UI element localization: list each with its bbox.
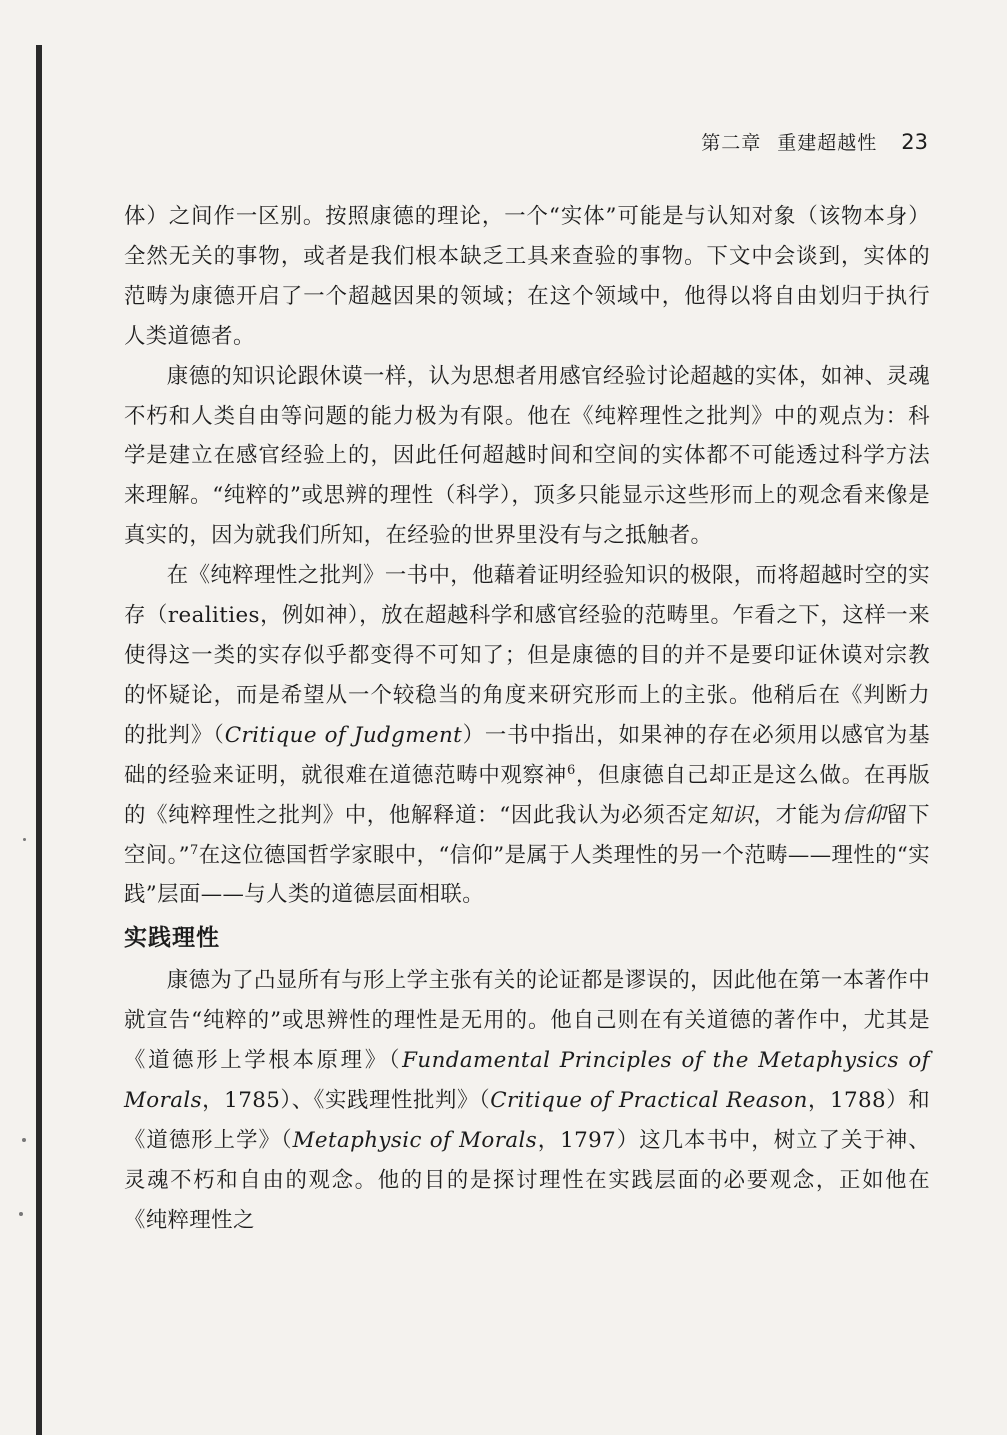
paragraphs-before [124, 197, 930, 915]
body-text [124, 197, 930, 1241]
emphasis-text: 知识 [709, 802, 754, 828]
footnote-marker: 6 [566, 762, 576, 778]
paragraph [124, 556, 930, 915]
book-spine-shadow [36, 45, 42, 1435]
text-run: ，才能为 [753, 802, 842, 828]
text-run: 体）之间作一区别。按照康德的理论，一个“实体”可能是与认知对象（该物本身）全然无关的事物，或者是我们根本缺乏工具来查验的事物。下文中会谈到，实体的范畴为康德开启了一个超越因果的领域；在这个领域中，他得以将自由划归于执行人类道德者。 [124, 204, 930, 349]
running-header [560, 128, 928, 155]
paragraph [124, 197, 930, 357]
emphasis-text: Critique of Practical Reason [490, 1088, 808, 1114]
text-run: 康德为了凸显所有与形上学主张有关的论证都是谬误的，因此他在第一本著作中就宣告“纯粹的”或思辨性的理性是无用的。他自己则在有关道德的著作中，尤其是《道德形上学根本原理》（ [124, 968, 930, 1074]
text-run: ，1797）这几本书中，树立了关于神、灵魂不朽和自由的观念。他的目的是探讨理性在实践层面的必要观念，正如他在《纯粹理性之 [124, 1127, 930, 1233]
text-run: 留下空间。” [124, 802, 930, 868]
text-run: 康德的知识论跟休谟一样，认为思想者用感官经验讨论超越的实体，如神、灵魂不朽和人类自由等问题的能力极为有限。他在《纯粹理性之批判》中的观点为：科学是建立在感官经验上的，因此任何超越时间和空间的实体都不可能透过科学方法来理解。“纯粹的”或思辨的理性（科学），顶多只能显示这些形而上的观念看来像是真实的，因为就我们所知，在经验的世界里没有与之抵触者。 [124, 363, 930, 549]
text-run: 在《纯粹理性之批判》一书中，他藉着证明经验知识的极限，而将超越时空的实存（realities，例如神），放在超越科学和感官经验的范畴里。乍看之下，这样一来使得这一类的实存似乎都变得不可知了；但是康德的目的并不是要印证休谟对宗教的怀疑论，而是希望从一个较稳当的角度来研究形而上的主张。他稍后在《判断力的批判》（ [124, 563, 930, 748]
emphasis-text: Critique of Judgment [224, 722, 463, 748]
text-run: ，1788）和《道德形上学》（ [124, 1088, 930, 1153]
section-title: 重建超越性 [777, 132, 878, 154]
emphasis-text: Metaphysic of Morals [292, 1127, 538, 1153]
paragraphs-after [124, 961, 930, 1240]
footnote-marker: 7 [190, 842, 199, 858]
text-run: ，1785）、《实践理性批判》（ [201, 1088, 491, 1114]
text-run: ）一书中指出，如果神的存在必须用以感官为基础的经验来证明，就很难在道德范畴中观察神 [124, 722, 930, 788]
page-number: 23 [901, 130, 928, 154]
scan-speck [22, 1138, 26, 1142]
section-subheading: 实践理性 [124, 925, 220, 952]
paragraph [124, 961, 930, 1240]
scan-speck [19, 1212, 23, 1216]
emphasis-text: Fundamental Principles of the Metaphysics of Morals [124, 1048, 930, 1114]
emphasis-text: 信仰 [841, 802, 887, 828]
chapter-label: 第二章 [701, 132, 762, 154]
paragraph [124, 357, 930, 557]
text-run: ，但康德自己却正是这么做。在再版的《纯粹理性之批判》中，他解释道：“因此我认为必须否定 [124, 762, 930, 828]
text-run: 在这位德国哲学家眼中，“信仰”是属于人类理性的另一个范畴——理性的“实践”层面——与人类的道德层面相联。 [124, 842, 930, 908]
scan-speck [23, 838, 26, 841]
